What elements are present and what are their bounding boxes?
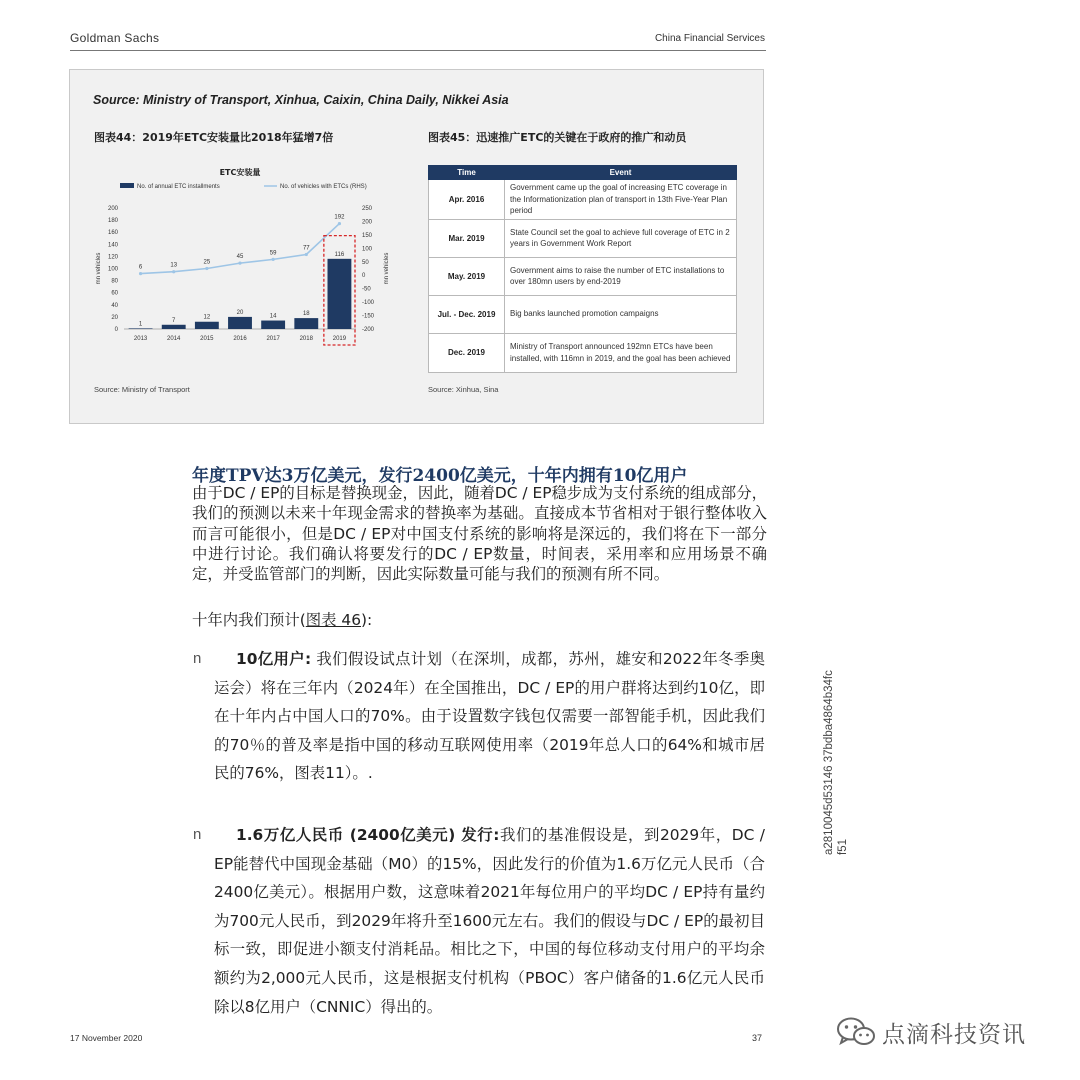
line-point-2015	[205, 267, 208, 270]
events-table	[428, 165, 737, 373]
table-row	[429, 295, 737, 333]
y-axis-title: mn vehicles	[96, 252, 102, 285]
section-heading: 年度TPV达3万亿美元，发行2400亿美元，十年内拥有10亿用户	[192, 466, 688, 486]
event-text: Government aims to raise the number of ETC installations to over 180mn users by end-2019	[505, 257, 737, 295]
expectation-line	[192, 608, 372, 630]
report-section: China Financial Services	[654, 33, 765, 44]
exhibit-46-link[interactable]: 图表 46	[305, 611, 362, 629]
y2-tick-label: -50	[362, 286, 371, 293]
bar-label-2016: 20	[236, 309, 244, 316]
bar-2013	[129, 328, 153, 329]
events-table-header	[429, 166, 737, 180]
document-id	[792, 650, 849, 855]
header-rule	[70, 50, 766, 51]
y-tick-label: 40	[111, 302, 118, 309]
exhibit-45-title: 图表45：迅速推广ETC的关键在于政府的推广和动员	[428, 131, 687, 144]
chart-title: ETC安装量	[219, 168, 261, 177]
table-row	[429, 180, 737, 220]
line-label-2018: 77	[302, 245, 310, 252]
event-text: Big banks launched promotion campaigns	[505, 295, 737, 333]
x-tick-label: 2016	[233, 336, 247, 342]
bullet-text: 我们假设试点计划（在深圳，成都，苏州，雄安和2022年冬季奥运会）将在三年内（2024年）在全国推出，DC / EP的用户群将达到约10亿，即在十年内占中国人口的70%。由于设置数字钱包仅需要一部智能手机，因此我们的70％的普及率是指中国的移动互联网使用率（2019年总人口的64%和城市居民的76%，图表11）。.	[214, 650, 765, 783]
legend-label-bars: No. of annual ETC installments	[137, 184, 220, 190]
bar-label-2013: 1	[138, 321, 143, 328]
event-text: State Council set the goal to achieve full coverage of ETC in 2 years in Government Work Report	[505, 219, 737, 257]
line-point-2013	[139, 272, 142, 275]
y-tick-label: 100	[107, 266, 118, 273]
line-label-2013: 6	[138, 264, 143, 271]
bar-2015	[195, 322, 219, 329]
x-tick-label: 2013	[133, 336, 148, 342]
y2-tick-label: -100	[362, 300, 375, 307]
y-tick-label: 160	[107, 230, 118, 237]
event-time: Mar. 2019	[429, 219, 505, 257]
y-tick-label: 20	[111, 314, 118, 321]
event-text: Ministry of Transport announced 192mn ETCs have been installed, with 116mn in 2019, and the goal has been achieved	[505, 333, 737, 372]
bar-2017	[261, 321, 285, 329]
col-event-header: Event	[505, 166, 737, 180]
line-point-2017	[272, 258, 275, 261]
body-paragraph: 由于DC / EP的目标是替换现金，因此，随着DC / EP稳步成为支付系统的组成部分，我们的预测以未来十年现金需求的替换率为基础。直接成本节省相对于银行整体收入而言可能很小，但是DC / EP对中国支付系统的影响将是深远的，我们将在下一部分中进行讨论。我们确认将要发行的DC / EP数量，时间表，采用率和应用场景不确定，并受监管部门的判断，因此实际数量可能与我们的预测有所不同。	[192, 484, 767, 584]
y-tick-label: 180	[107, 218, 118, 225]
watermark-text: 点滴科技资讯	[882, 1021, 1026, 1048]
y2-tick-label: -150	[362, 313, 375, 320]
line-label-2019: 192	[334, 214, 345, 221]
bullet-marker: n	[193, 826, 202, 843]
bar-2016	[228, 317, 252, 329]
bar-label-2018: 18	[302, 311, 310, 318]
event-time: Dec. 2019	[429, 333, 505, 372]
y-tick-label: 120	[107, 254, 118, 261]
page-number: 37	[752, 1033, 763, 1043]
watermark	[836, 1014, 1026, 1050]
bar-label-2014: 7	[172, 317, 176, 324]
line-label-2017: 59	[269, 250, 277, 257]
bar-label-2015: 12	[203, 314, 211, 321]
line-point-2019	[338, 222, 341, 225]
line-point-2014	[172, 270, 175, 273]
table-row	[429, 257, 737, 295]
expectation-prefix: 十年内我们预计(	[192, 611, 306, 629]
exhibit-source-title: Source: Ministry of Transport, Xinhua, Caixin, China Daily, Nikkei Asia	[93, 93, 509, 107]
exhibit-45-source: Source: Xinhua, Sina	[428, 385, 499, 394]
bar-2019	[327, 259, 351, 329]
line-label-2014: 13	[170, 262, 178, 269]
event-text: Government came up the goal of increasing ETC coverage in the Informationization plan of transport in 13th Five-Year Plan period	[505, 180, 737, 220]
line-point-2016	[238, 262, 241, 265]
event-time: May. 2019	[429, 257, 505, 295]
bullet-issuance	[214, 821, 765, 1021]
y-tick-label: 200	[107, 206, 118, 212]
col-time-header: Time	[429, 166, 505, 180]
line-point-2018	[305, 253, 308, 256]
report-brand: Goldman Sachs	[70, 31, 160, 45]
table-row	[429, 219, 737, 257]
line-label-2016: 45	[236, 254, 244, 261]
table-row	[429, 333, 737, 372]
wechat-icon	[836, 1016, 876, 1048]
exhibit-44-title: 图表44：2019年ETC安装量比2018年猛增7倍	[94, 131, 334, 144]
legend-label-line: No. of vehicles with ETCs (RHS)	[280, 184, 367, 190]
bullet-marker: n	[193, 650, 202, 667]
y2-axis-title: mn vehicles	[384, 252, 390, 285]
bullet-lead: 10亿用户:	[236, 650, 312, 668]
y2-tick-label: 100	[362, 246, 373, 253]
legend-swatch-bars	[120, 183, 134, 188]
y-tick-label: 60	[111, 290, 118, 297]
y-tick-label: 140	[107, 242, 118, 249]
etc-chart-svg	[84, 150, 404, 350]
bullet-users	[214, 645, 765, 788]
exhibit-44-source: Source: Ministry of Transport	[94, 385, 190, 394]
x-tick-label: 2015	[200, 336, 214, 342]
expectation-suffix: ):	[361, 611, 373, 629]
y2-tick-label: 200	[362, 219, 373, 226]
bullet-lead: 1.6万亿人民币 (2400亿美元) 发行:	[236, 826, 500, 844]
x-tick-label: 2019	[332, 336, 347, 342]
y-tick-label: 0	[114, 327, 118, 333]
y2-tick-label: 250	[362, 206, 373, 212]
bullet-text: 我们的基准假设是，到2029年，DC / EP能替代中国现金基础（M0）的15%，因此发行的价值为1.6万亿元人民币（合2400亿美元）。根据用户数，这意味着2021年每位用户的平均DC / EP持有量约为700元人民币，到2029年将升至1600元左右。我们的假设与DC / EP的最初目标一致，即促进小额支付消耗品。相比之下，中国的每位移动支付用户的平均余额约为2,000元人民币，这是根据支付机构（PBOC）客户储备的1.6亿元人民币除以8亿用户（CNNIC）得出的。	[214, 826, 765, 1016]
bar-label-2019: 116	[334, 251, 345, 258]
x-tick-label: 2017	[266, 336, 280, 342]
event-time: Apr. 2016	[429, 180, 505, 220]
y2-tick-label: -200	[362, 327, 375, 333]
x-tick-label: 2018	[299, 336, 313, 342]
document-id-line1: a2810045d53146 37bdba4864b34fc	[823, 670, 835, 855]
y2-tick-label: 50	[362, 259, 369, 266]
bar-2018	[294, 318, 318, 329]
x-tick-label: 2014	[167, 336, 181, 342]
y-tick-label: 80	[111, 278, 118, 285]
bar-label-2017: 14	[269, 313, 277, 320]
y2-tick-label: 0	[362, 273, 366, 280]
line-label-2015: 25	[203, 259, 211, 266]
etc-chart	[84, 150, 404, 350]
footer-date: 17 November 2020	[70, 1033, 143, 1043]
event-time: Jul. - Dec. 2019	[429, 295, 505, 333]
y2-tick-label: 150	[362, 232, 373, 239]
document-id-line2: f51	[837, 839, 849, 855]
bar-2014	[162, 325, 186, 329]
